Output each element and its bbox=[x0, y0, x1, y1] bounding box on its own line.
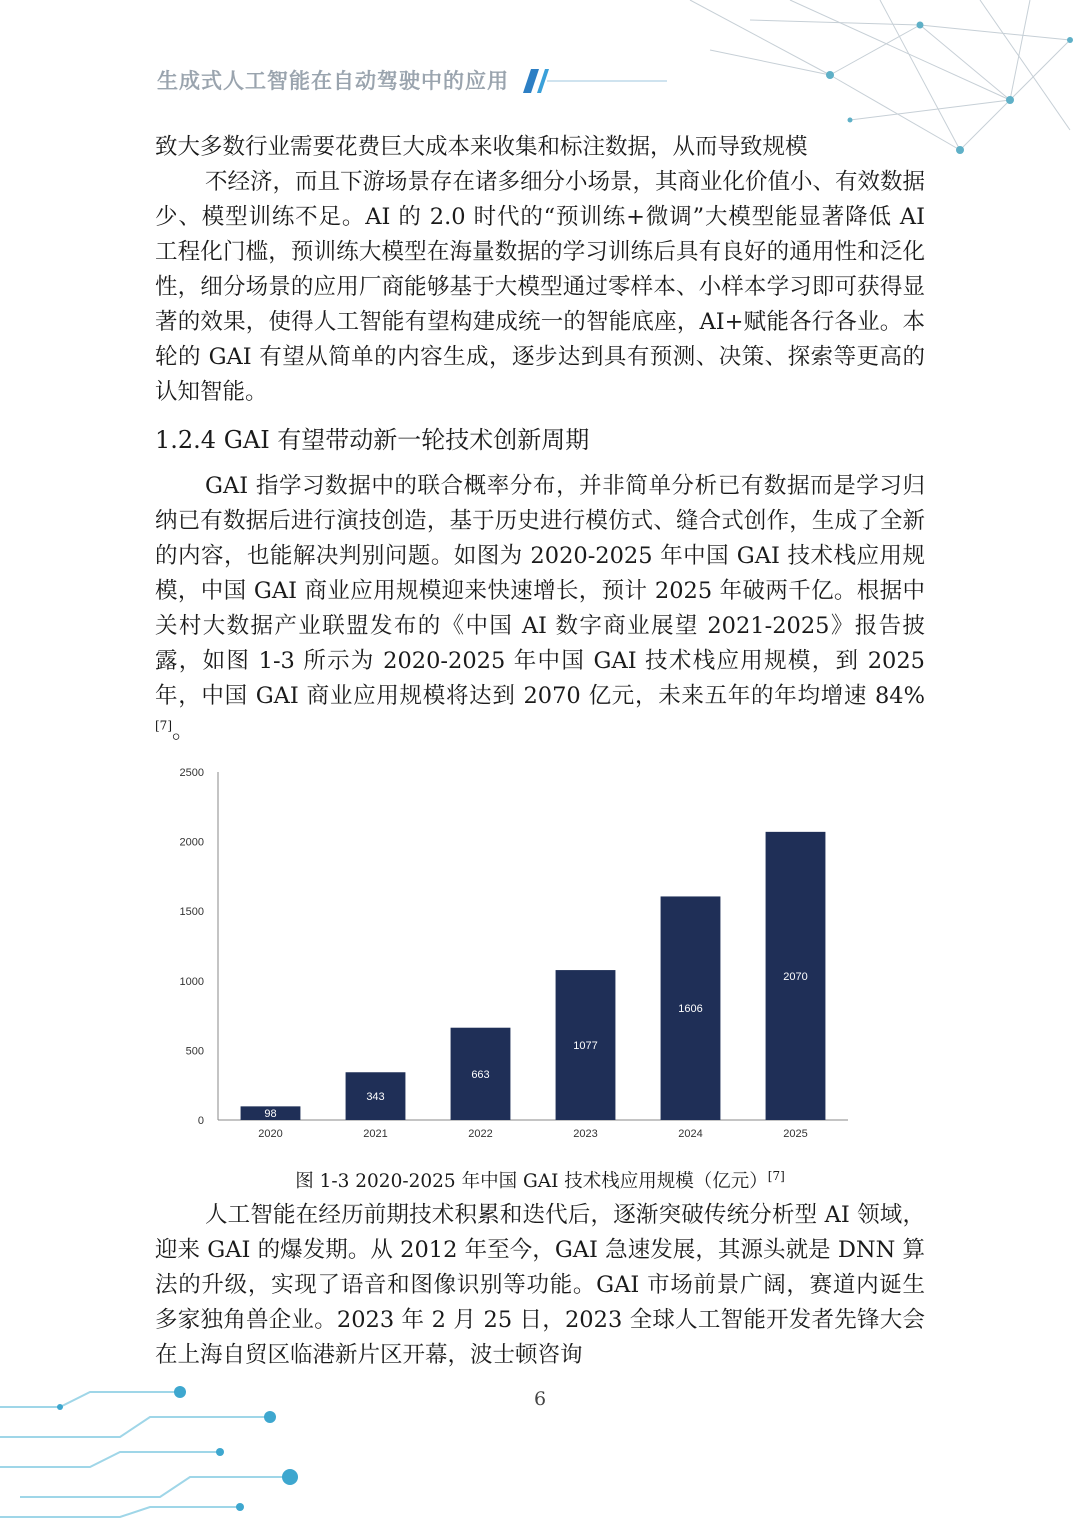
figure-caption bbox=[0, 1168, 1080, 1196]
y-tick-label: 1500 bbox=[179, 906, 204, 919]
paragraph-3-text: GAI 指学习数据中的联合概率分布，并非简单分析已有数据而是学习归纳已有数据后进行演技创造，基于历史进行模仿式、缝合式创作，生成了全新的内容，也能解决判别问题。如图为 2020-2025 年中国 GAI 技术栈应用规模，中国 GAI 商业应用规模迎来快速增长，预计 2025 年破两千亿。根据中关村大数据产业联盟发布的《中国 AI 数字商业展望 2021-2025》报告披露，如图 1-3 所示为 2020-2025 年中国 GAI 技术栈应用规模，到 2025 年，中国 GAI 商业应用规模将达到 2070 亿元，未来五年的年均增速 84% bbox=[155, 473, 925, 709]
page-number: 6 bbox=[533, 1388, 547, 1410]
paragraph-3 bbox=[155, 469, 925, 749]
paragraph-2: 不经济，而且下游场景存在诸多细分小场景，其商业化价值小、有效数据少、模型训练不足。AI 的 2.0 时代的“预训练+微调”大模型能显著降低 AI 工程化门槛，预训练大模型在海量数据的学习训练后具有良好的通用性和泛化性，细分场景的应用厂商能够基于大模型通过零样本、小样本学习即可获得显著的效果，使得人工智能有望构建成统一的智能底座，AI+赋能各行各业。本轮的 GAI 有望从简单的内容生成，逐步达到具有预测、决策、探索等更高的认知智能。 bbox=[155, 169, 926, 405]
running-header bbox=[157, 62, 667, 98]
x-tick-label: 2025 bbox=[783, 1128, 808, 1140]
bar-value-label: 98 bbox=[264, 1108, 277, 1121]
bar-chart bbox=[160, 760, 860, 1145]
y-tick-label: 2000 bbox=[179, 836, 204, 849]
y-tick-label: 0 bbox=[197, 1115, 204, 1127]
citation-ref: [7] bbox=[155, 718, 172, 733]
paragraph-4: 人工智能在经历前期技术积累和迭代后，逐渐突破传统分析型 AI 领域，迎来 GAI 的爆发期。从 2012 年至今，GAI 急速发展，其源头就是 DNN 算法的升级，实现了语音和图像识别等功能。GAI 市场前景广阔，赛道内诞生多家独角兽企业。2023 年 2 月 25 日，2023 全球人工智能开发者先锋大会在上海自贸区临港新片区开幕，波士顿咨询 bbox=[155, 1202, 925, 1368]
x-tick-label: 2021 bbox=[363, 1128, 388, 1140]
bar-chart-svg bbox=[160, 760, 860, 1145]
bar-value-label: 1077 bbox=[573, 1040, 598, 1053]
y-tick-label: 1000 bbox=[179, 975, 204, 988]
y-tick-label: 500 bbox=[185, 1045, 204, 1058]
y-tick-label: 2500 bbox=[179, 767, 204, 779]
x-tick-label: 2023 bbox=[573, 1128, 598, 1140]
header-accent-icon bbox=[517, 65, 667, 95]
figure-caption-text: 图 1-3 2020-2025 年中国 GAI 技术栈应用规模（亿元） bbox=[295, 1171, 768, 1192]
bar-value-label: 663 bbox=[471, 1068, 490, 1081]
x-tick-label: 2024 bbox=[678, 1128, 703, 1140]
bar-value-label: 343 bbox=[366, 1091, 385, 1104]
paragraph-continued: 致大多数行业需要花费巨大成本来收集和标注数据，从而导致规模 bbox=[155, 134, 808, 160]
section-heading: 1.2.4 GAI 有望带动新一轮技术创新周期 bbox=[155, 426, 590, 454]
bar-value-label: 1606 bbox=[678, 1003, 703, 1016]
x-tick-label: 2022 bbox=[468, 1128, 493, 1140]
bar-value-label: 2070 bbox=[783, 970, 808, 983]
paragraph-3-end: 。 bbox=[172, 718, 195, 744]
circuit-decoration-bottom-left bbox=[0, 1367, 420, 1527]
header-title: 生成式人工智能在自动驾驶中的应用 bbox=[157, 69, 509, 93]
x-tick-label: 2020 bbox=[258, 1128, 283, 1140]
figure-caption-ref: [7] bbox=[767, 1168, 785, 1183]
